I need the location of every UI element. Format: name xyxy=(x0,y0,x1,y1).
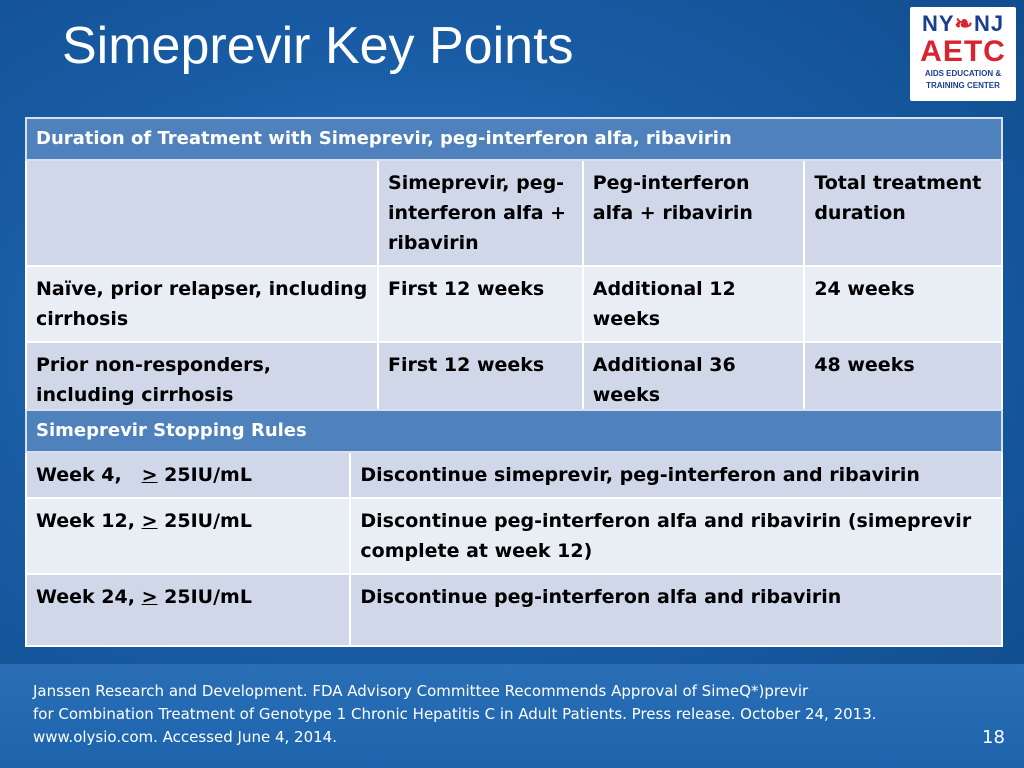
column-header-total: Total treatment duration xyxy=(804,160,1002,266)
threshold-value: 25IU/mL xyxy=(164,586,252,608)
duration-table-title: Duration of Treatment with Simeprevir, peg-interferon alfa, ribavirin xyxy=(26,118,1002,160)
stopping-table-title-row xyxy=(26,410,1002,452)
citation-footer xyxy=(33,680,877,749)
gte-symbol: > xyxy=(141,586,158,608)
week-threshold-cell xyxy=(26,498,350,574)
table-row xyxy=(26,574,1002,646)
threshold-value: 25IU/mL xyxy=(164,510,252,532)
logo-line-1 xyxy=(910,11,1016,37)
action-cell: Discontinue peg-interferon alfa and ribavirin (simeprevir complete at week 12) xyxy=(350,498,1002,574)
page-number: 18 xyxy=(982,727,1005,748)
duration-table-title-row xyxy=(26,118,1002,160)
slide-title: Simeprevir Key Points xyxy=(62,17,574,75)
gte-symbol: > xyxy=(141,510,158,532)
logo-aetc: AETC xyxy=(920,35,1006,68)
logo-ny: NY xyxy=(921,11,955,36)
table-row xyxy=(26,498,1002,574)
week-label: Week 12, xyxy=(36,510,135,532)
dual-cell: Additional 12 weeks xyxy=(583,266,805,342)
logo-subtitle-1: AIDS EDUCATION & xyxy=(924,69,1002,78)
column-header-empty xyxy=(26,160,378,266)
population-cell: Naïve, prior relapser, including cirrhosis xyxy=(26,266,378,342)
triple-cell: First 12 weeks xyxy=(378,342,583,418)
total-cell: 48 weeks xyxy=(804,342,1002,418)
action-cell: Discontinue peg-interferon alfa and ribavirin xyxy=(350,574,1002,646)
week-label: Week 24, xyxy=(36,586,135,608)
week-threshold-cell xyxy=(26,452,350,498)
population-cell: Prior non-responders, including cirrhosis xyxy=(26,342,378,418)
logo-nj: NJ xyxy=(973,11,1005,36)
table-row xyxy=(26,342,1002,418)
table-header-row xyxy=(26,160,1002,266)
week-threshold-cell xyxy=(26,574,350,646)
total-cell: 24 weeks xyxy=(804,266,1002,342)
column-header-triple: Simeprevir, peg-interferon alfa + ribavirin xyxy=(378,160,583,266)
column-header-dual: Peg-interferon alfa + ribavirin xyxy=(583,160,805,266)
threshold-value: 25IU/mL xyxy=(164,464,252,486)
table-row xyxy=(26,452,1002,498)
dual-cell: Additional 36 weeks xyxy=(583,342,805,418)
aetc-logo xyxy=(910,7,1016,101)
triple-cell: First 12 weeks xyxy=(378,266,583,342)
week-label: Week 4, xyxy=(36,464,122,486)
action-cell: Discontinue simeprevir, peg-interferon and ribavirin xyxy=(350,452,1002,498)
gte-symbol: > xyxy=(141,464,158,486)
table-row xyxy=(26,266,1002,342)
citation-line-2: for Combination Treatment of Genotype 1 Chronic Hepatitis C in Adult Patients. Press release. October 24, 2013. xyxy=(33,705,877,723)
logo-subtitle-2: TRAINING CENTER xyxy=(926,81,1000,90)
citation-line-3: www.olysio.com. Accessed June 4, 2014. xyxy=(33,728,337,746)
citation-line-1: Janssen Research and Development. FDA Advisory Committee Recommends Approval of SimeQ*)previr xyxy=(33,682,809,700)
stopping-rules-table xyxy=(25,409,1003,647)
duration-table xyxy=(25,117,1003,419)
stopping-table-title: Simeprevir Stopping Rules xyxy=(26,410,1002,452)
red-ribbon-icon: ❧ xyxy=(954,11,974,36)
